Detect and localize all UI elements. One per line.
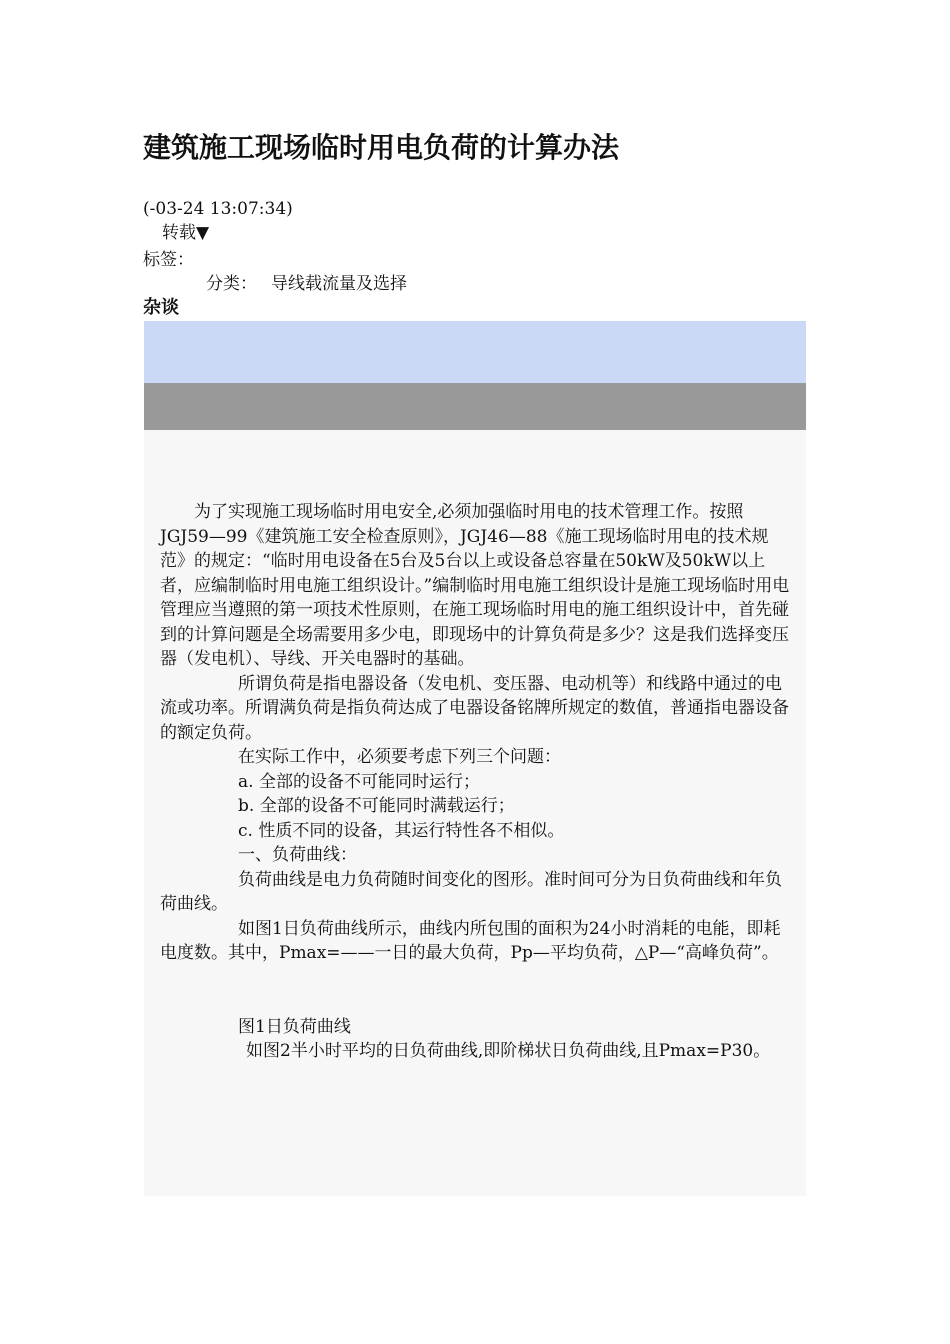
paragraph-intro: 为了实现施工现场临时用电安全,必须加强临时用电的技术管理工作。按照JGJ59—99《建筑施工安全检查原则》，JGJ46—88《施工现场临时用电的技术规范》的规定：“临时用电设备在5台及5台以上或设备总容量在50kW及50kW以上者，应编制临时用电施工组织设计。”编制临时用电施工组织设计是施工现场临时用电管理应当遵照的第一项技术性原则，在施工现场临时用电的施工组织设计中，首先碰到的计算问题是全场需要用多少电，即现场中的计算负荷是多少？这是我们选择变压器（发电机）、导线、开关电器时的基础。 <box>160 502 790 669</box>
list-item-b: b. 全部的设备不可能同时满载运行； <box>238 796 515 816</box>
tags-label: 标签： <box>143 250 194 270</box>
article-body <box>160 500 792 1064</box>
repost-toggle[interactable]: 转载▼ <box>162 223 210 243</box>
paragraph-load-curve: 负荷曲线是电力负荷随时间变化的图形。准时间可分为日负荷曲线和年负荷曲线。 <box>160 869 782 914</box>
list-item-c: c. 性质不同的设备，其运行特性各不相似。 <box>238 820 565 841</box>
figure1-caption: 图1日负荷曲线 <box>238 1016 351 1037</box>
category-row <box>206 272 407 296</box>
section-heading-load-curve: 一、负荷曲线： <box>238 845 357 865</box>
category-label: 分类： <box>206 274 257 294</box>
category-link[interactable]: 导线载流量及选择 <box>271 274 407 294</box>
paragraph-load-definition: 所谓负荷是指电器设备（发电机、变压器、电动机等）和线路中通过的电流或功率。所谓满负荷是指负荷达成了电器设备铭牌所规定的数值，普通指电器设备的额定负荷。 <box>160 673 789 743</box>
post-date: (-03-24 13:07:34) <box>143 199 293 219</box>
paragraph-figure1: 如图1日负荷曲线所示，曲线内所包围的面积为24小时消耗的电能，即耗电度数。其中，Pmax=——一日的最大负荷，Pp—平均负荷，△P—“高峰负荷”。 <box>160 918 781 963</box>
toolbar-band <box>144 383 806 430</box>
paragraph-figure2: 如图2半小时平均的日负荷曲线,即阶梯状日负荷曲线,且Pmax=P30。 <box>246 1041 771 1061</box>
page-title: 建筑施工现场临时用电负荷的计算办法 <box>143 131 620 164</box>
header-band <box>144 321 806 383</box>
list-item-a: a. 全部的设备不可能同时运行； <box>238 771 480 792</box>
section-label: 杂谈 <box>143 297 179 318</box>
paragraph-considerations: 在实际工作中，必须要考虑下列三个问题： <box>238 747 561 767</box>
